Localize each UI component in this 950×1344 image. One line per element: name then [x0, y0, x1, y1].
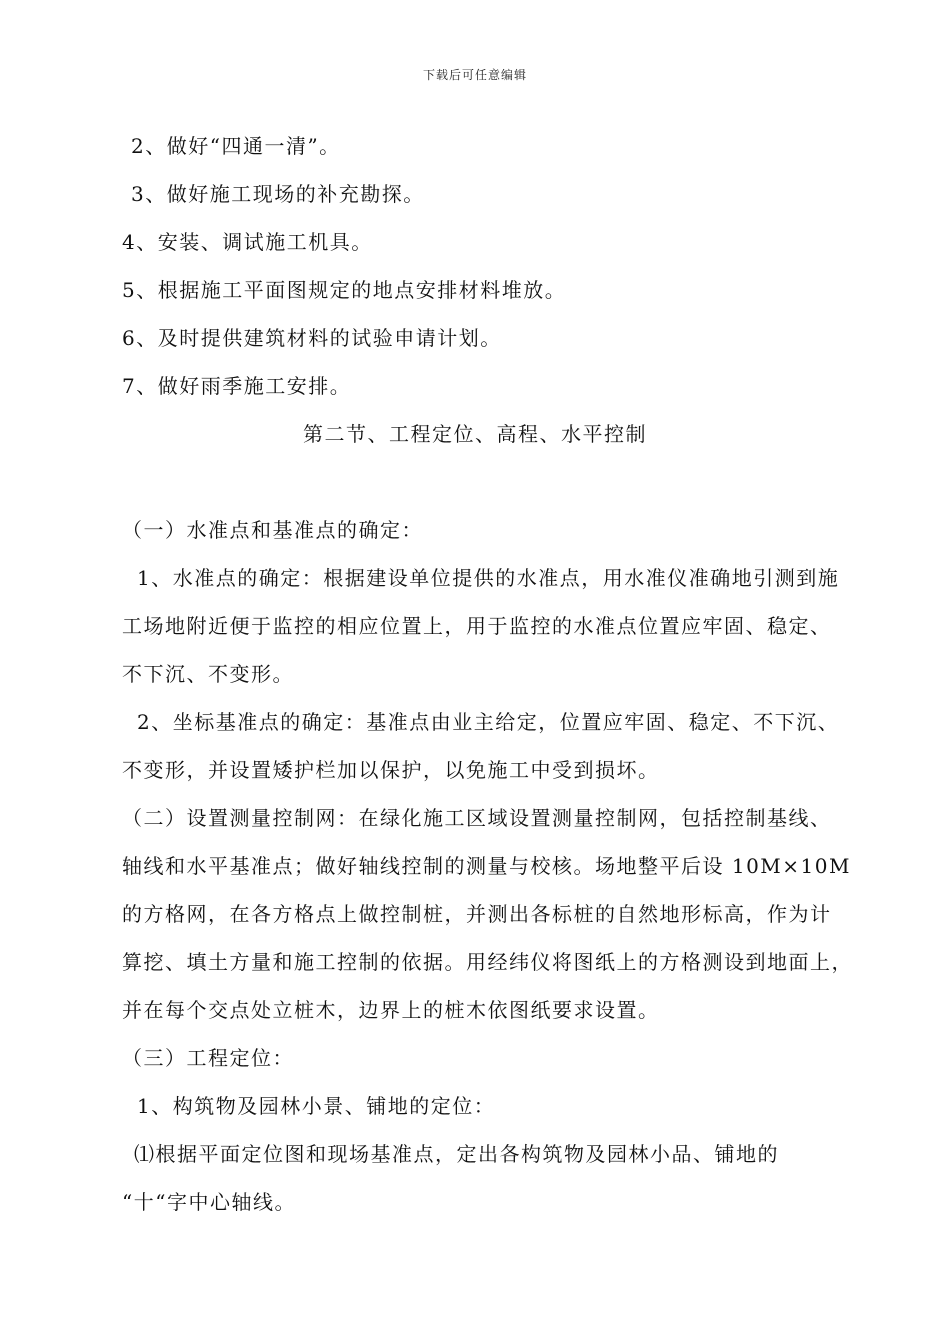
- subsection-heading: （三）工程定位：: [122, 1046, 294, 1070]
- paragraph-line: 1、水准点的确定：根据建设单位提供的水准点，用水准仪准确地引测到施: [137, 566, 840, 590]
- paragraph-line: “十“字中心轴线。: [122, 1190, 296, 1214]
- paragraph-line: 2、坐标基准点的确定：基准点由业主给定，位置应牢固、稳定、不下沉、: [137, 710, 840, 734]
- list-item: 4、安装、调试施工机具。: [122, 230, 373, 254]
- paragraph-line: 轴线和水平基准点；做好轴线控制的测量与校核。场地整平后设 10M×10M: [122, 854, 851, 878]
- list-item: 7、做好雨季施工安排。: [122, 374, 352, 398]
- paragraph-line: 的方格网，在各方格点上做控制桩，并测出各标桩的自然地形标高，作为计: [122, 902, 832, 926]
- paragraph-line: 并在每个交点处立桩木，边界上的桩木依图纸要求设置。: [122, 998, 660, 1022]
- list-item: 2、做好“四通一清”。: [131, 134, 341, 158]
- paragraph-line: 工场地附近便于监控的相应位置上，用于监控的水准点位置应牢固、稳定、: [122, 614, 832, 638]
- paragraph-line: 算挖、填土方量和施工控制的依据。用经纬仪将图纸上的方格测设到地面上，: [122, 950, 853, 974]
- list-item: 6、及时提供建筑材料的试验申请计划。: [122, 326, 502, 350]
- list-item: 5、根据施工平面图规定的地点安排材料堆放。: [122, 278, 567, 302]
- paragraph-line: （二）设置测量控制网：在绿化施工区域设置测量控制网，包括控制基线、: [122, 806, 832, 830]
- paragraph-line: 1、构筑物及园林小景、铺地的定位：: [137, 1094, 496, 1118]
- page-header: 下载后可任意编辑: [422, 68, 527, 82]
- list-item: 3、做好施工现场的补充勘探。: [131, 182, 425, 206]
- section-heading: 第二节、工程定位、高程、水平控制: [303, 422, 647, 446]
- paragraph-line: ⑴根据平面定位图和现场基准点，定出各构筑物及园林小品、铺地的: [134, 1142, 779, 1166]
- paragraph-line: 不下沉、不变形。: [122, 662, 294, 686]
- subsection-heading: （一）水准点和基准点的确定：: [122, 518, 423, 542]
- paragraph-line: 不变形，并设置矮护栏加以保护，以免施工中受到损坏。: [122, 758, 660, 782]
